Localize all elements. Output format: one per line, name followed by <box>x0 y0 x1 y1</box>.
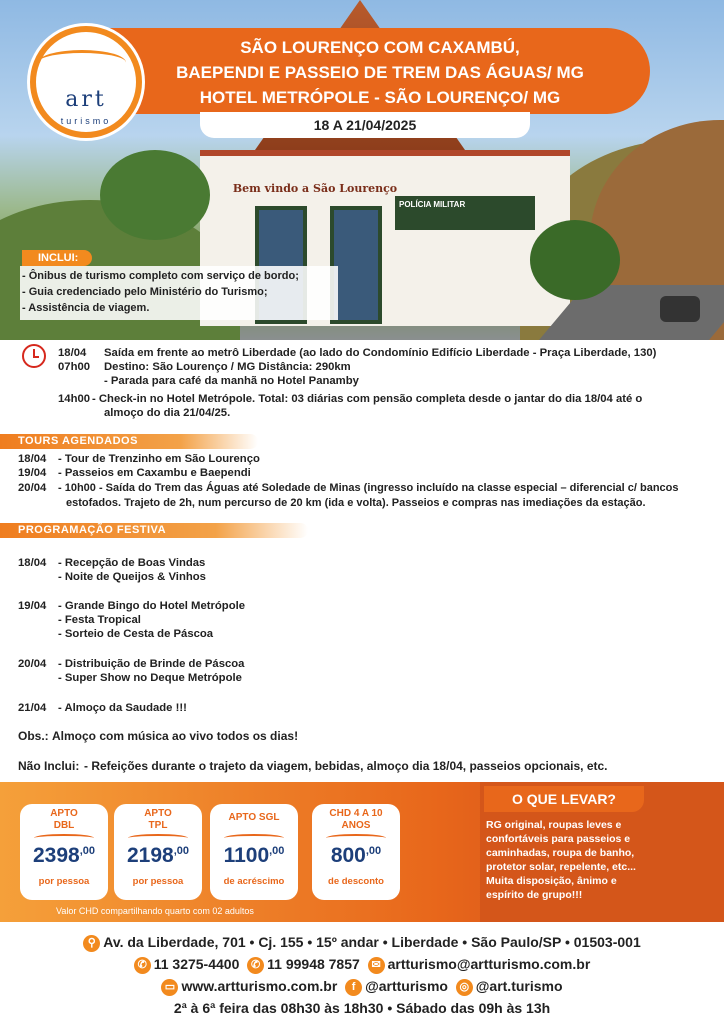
clock-icon <box>22 344 46 368</box>
inclui-item: - Assistência de viagem. <box>22 302 150 314</box>
price-amount: 1100 <box>223 844 270 867</box>
price-value <box>114 844 202 868</box>
facebook-icon: f <box>345 979 362 996</box>
itinerary-time: 07h00 <box>58 361 91 373</box>
tour-date: 20/04 <box>18 482 47 494</box>
title-line-3: HOTEL METRÓPOLE - SÃO LOURENÇO/ MG <box>199 88 561 107</box>
tour-text: - Passeios em Caxambu e Baependi <box>58 467 251 479</box>
price-card-dbl <box>20 804 108 900</box>
nao-inclui-text: - Refeições durante o trajeto da viagem, bebidas, almoço dia 18/04, passeios opcionais, etc. <box>84 759 608 773</box>
trip-date: 18 A 21/04/2025 <box>200 112 530 138</box>
title-line-1: SÃO LOURENÇO COM CAXAMBÚ, <box>240 38 520 57</box>
footer-address-row <box>0 934 724 952</box>
nao-inclui-label: Não Inclui: <box>18 759 80 773</box>
program-item: - Super Show no Deque Metrópole <box>58 672 242 684</box>
instagram-icon: ◎ <box>456 979 473 996</box>
inclui-item: - Ônibus de turismo completo com serviço de bordo; <box>22 270 299 282</box>
program-date: 20/04 <box>18 658 47 670</box>
price-card-sgl <box>210 804 298 900</box>
price-note: por pessoa <box>132 876 184 887</box>
footer-contact-row <box>0 956 724 974</box>
program-item: - Distribuição de Brinde de Páscoa <box>58 658 245 670</box>
price-cents: ,00 <box>269 845 285 857</box>
logo-subtitle: turismo <box>60 116 112 126</box>
program-date: 19/04 <box>18 600 47 612</box>
price-value <box>20 844 108 868</box>
website-icon: ▭ <box>161 979 178 996</box>
price-note: por pessoa <box>38 876 90 887</box>
footer-email[interactable]: artturismo@artturismo.com.br <box>387 956 591 972</box>
chd-note: Valor CHD compartilhando quarto com 02 adultos <box>56 906 254 916</box>
price-cents: ,00 <box>173 845 189 857</box>
price-card-tpl <box>114 804 202 900</box>
footer-web-row <box>0 978 724 996</box>
logo-swoosh-icon <box>38 50 126 75</box>
email-icon: ✉ <box>368 957 385 974</box>
obs-label: Obs.: <box>18 729 49 743</box>
tour-date: 18/04 <box>18 453 47 465</box>
tour-date: 19/04 <box>18 467 47 479</box>
footer-facebook[interactable]: @artturismo <box>365 978 448 994</box>
program-item: - Almoço da Saudade !!! <box>58 702 187 714</box>
price-amount: 2398 <box>32 844 80 867</box>
obs-text: Almoço com música ao vivo todos os dias! <box>52 729 299 743</box>
price-amount: 800 <box>330 844 366 867</box>
tour-text: - 10h00 - Saída do Trem das Águas até Soledade de Minas (ingresso incluído na classe especial – diferencial c/ bancos <box>58 482 679 494</box>
program-item: - Grande Bingo do Hotel Metrópole <box>58 600 246 612</box>
footer-site[interactable]: www.artturismo.com.br <box>181 978 338 994</box>
inclui-item: - Guia credenciado pelo Ministério do Turismo; <box>22 286 268 298</box>
program-item: - Sorteio de Cesta de Páscoa <box>58 628 214 640</box>
price-card-chd <box>312 804 400 900</box>
phone-icon: ✆ <box>134 957 151 974</box>
price-card-head: APTO DBL <box>50 808 78 831</box>
itinerary-line: - Check-in no Hotel Metrópole. Total: 03 diárias com pensão completa desde o jantar do dia 18/04 até o <box>92 393 643 405</box>
itinerary-time: 14h00 <box>58 393 91 405</box>
program-item: - Noite de Queijos & Vinhos <box>58 571 206 583</box>
logo-name: art <box>65 87 107 112</box>
price-note: de acréscimo <box>223 876 285 887</box>
tour-text: - Tour de Trenzinho em São Lourenço <box>58 453 260 465</box>
price-card-head: APTO TPL <box>144 808 172 831</box>
programacao-header: PROGRAMAÇÃO FESTIVA <box>0 523 308 538</box>
footer-instagram[interactable]: @art.turismo <box>475 978 563 994</box>
program-date: 18/04 <box>18 557 47 569</box>
itinerary-line: - Parada para café da manhã no Hotel Panamby <box>104 375 359 387</box>
itinerary-line: Saída em frente ao metrô Liberdade (ao lado do Condomínio Edifício Liberdade - Praça Liberdade, 130) <box>104 347 657 359</box>
levar-text: RG original, roupas leves e confortáveis para passeios e caminhadas, roupa de banho, protetor solar, repelente, etc... Muita disposição, ânimo e espírito de grupo!!! <box>486 819 636 901</box>
price-card-head: APTO SGL <box>228 812 280 823</box>
police-sign: POLÍCIA MILITAR <box>395 196 535 230</box>
price-value <box>210 844 298 868</box>
whatsapp-icon: ✆ <box>247 957 264 974</box>
footer-hours: 2ª à 6ª feira das 08h30 às 18h30 • Sábado das 09h às 13h <box>173 1000 551 1016</box>
price-value <box>312 844 400 868</box>
price-cents: ,00 <box>365 845 382 857</box>
levar-title: O QUE LEVAR? <box>484 786 644 812</box>
tour-continuation: estofados. Trajeto de 2h, num percurso de 20 km (ida e volta). Passeios e compras nas imediações da estação. <box>66 497 646 509</box>
title-line-2: BAEPENDI E PASSEIO DE TREM DAS ÁGUAS/ MG <box>176 63 584 82</box>
brand-logo <box>30 26 142 138</box>
footer-whatsapp[interactable]: 11 99948 7857 <box>267 956 360 972</box>
itinerary-date: 18/04 <box>58 347 87 359</box>
tours-header: TOURS AGENDADOS <box>0 434 258 449</box>
price-card-head: CHD 4 A 10 ANOS <box>329 808 383 831</box>
program-item: - Festa Tropical <box>58 614 141 626</box>
itinerary-line: almoço do dia 21/04/25. <box>104 407 231 419</box>
arch-sign: Bem vindo a São Lourenço <box>232 182 398 195</box>
footer-address: Av. da Liberdade, 701 • Cj. 155 • 15º andar • Liberdade • São Paulo/SP • 01503-001 <box>103 934 641 950</box>
footer-phone[interactable]: 11 3275-4400 <box>153 956 240 972</box>
price-cents: ,00 <box>79 845 95 857</box>
location-pin-icon: ⚲ <box>83 935 100 952</box>
program-date: 21/04 <box>18 702 47 714</box>
price-amount: 2198 <box>126 844 174 867</box>
inclui-label: INCLUI: <box>22 250 92 266</box>
itinerary-line: Destino: São Lourenço / MG Distância: 290km <box>104 361 351 373</box>
program-item: - Recepção de Boas Vindas <box>58 557 206 569</box>
price-note: de desconto <box>328 876 384 887</box>
